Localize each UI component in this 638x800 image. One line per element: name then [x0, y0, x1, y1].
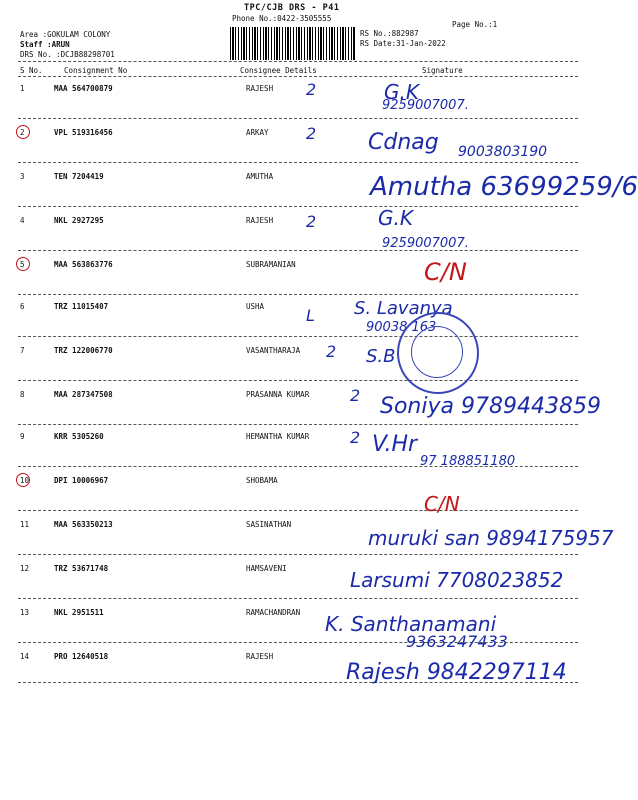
handwritten-phone: 9003803190 — [458, 144, 548, 160]
row-divider — [18, 380, 578, 381]
stamp-inner-ring — [411, 326, 463, 378]
handwritten-phone: 97 188851180 — [420, 454, 516, 469]
handwritten-phone: 9259007007. — [382, 236, 469, 251]
col-signature: Signature — [422, 66, 463, 75]
row-divider — [18, 424, 578, 425]
handwritten-mark: 2 — [306, 124, 317, 143]
consignment-number: MAA 563350213 — [54, 520, 113, 529]
consignment-number: TEN 7204419 — [54, 172, 104, 181]
handwritten-signature: K. Santhanamani — [325, 612, 497, 636]
consignee-name: PRASANNA KUMAR — [246, 390, 310, 399]
handwritten-signature: V.Hr — [372, 432, 418, 457]
serial-number: 8 — [20, 390, 25, 399]
circled-serial-mark — [16, 473, 30, 487]
rs-number: RS No.:882987 — [360, 29, 419, 38]
consignee-name: RAMACHANDRAN — [246, 608, 301, 617]
consignee-name: RAJESH — [246, 216, 274, 225]
serial-number: 9 — [20, 432, 25, 441]
consignee-name: RAJESH — [246, 652, 274, 661]
consignee-name: USHA — [246, 302, 265, 311]
serial-number: 4 — [20, 216, 25, 225]
handwritten-mark: 2 — [326, 342, 337, 361]
table-row — [0, 342, 600, 394]
serial-number: 11 — [20, 520, 30, 529]
drs-number: DRS No. :DCJB88298701 — [20, 50, 115, 59]
consignment-number: MAA 564700879 — [54, 84, 113, 93]
col-consignment: Consignment No — [64, 66, 128, 75]
consignment-number: TRZ 53671748 — [54, 564, 109, 573]
table-row — [0, 302, 600, 350]
handwritten-signature: S. Lavanya — [354, 298, 453, 319]
company-seal-stamp — [397, 312, 479, 394]
consignee-name: HEMANTHA KUMAR — [246, 432, 310, 441]
handwritten-signature: Amutha 63699259/6 — [370, 172, 638, 202]
serial-number: 1 — [20, 84, 25, 93]
handwritten-signature: Larsumi 7708023852 — [350, 568, 564, 592]
serial-number: 10 — [20, 476, 30, 485]
sheet-title: TPC/CJB DRS - P41 — [244, 3, 340, 13]
circled-serial-mark — [16, 257, 30, 271]
consignee-name: HAMSAVENI — [246, 564, 287, 573]
consignee-name: AMUTHA — [246, 172, 274, 181]
serial-number: 12 — [20, 564, 30, 573]
consignee-name: VASANTHARAJA — [246, 346, 301, 355]
circled-serial-mark — [16, 125, 30, 139]
handwritten-signature: G.K — [384, 80, 419, 104]
serial-number: 6 — [20, 302, 25, 311]
handwritten-mark: L — [306, 306, 315, 325]
table-row — [0, 608, 600, 656]
handwritten-phone: 9259007007. — [382, 98, 469, 113]
consignment-number: MAA 287347508 — [54, 390, 113, 399]
handwritten-mark: 2 — [306, 212, 317, 231]
handwritten-mark: 2 — [350, 386, 361, 405]
handwritten-phone: 9363247433 — [406, 632, 508, 651]
row-divider — [18, 118, 578, 119]
consignment-number: VPL 519316456 — [54, 128, 113, 137]
consignment-number: PRO 12640518 — [54, 652, 109, 661]
handwritten-mark: 2 — [306, 80, 317, 99]
serial-number: 3 — [20, 172, 25, 181]
handwritten-signature: Rajesh 9842297114 — [346, 660, 567, 685]
table-row — [0, 212, 600, 264]
phone-number: Phone No.:0422-3505555 — [232, 14, 332, 23]
handwritten-signature: G.K — [378, 206, 413, 230]
serial-number: 5 — [20, 260, 25, 269]
row-divider — [18, 510, 578, 511]
page-number: Page No.:1 — [452, 20, 498, 29]
handwritten-signature: C/N — [424, 492, 460, 516]
row-divider — [18, 598, 578, 599]
consignment-number: NKL 2927295 — [54, 216, 104, 225]
consignment-number: NKL 2951511 — [54, 608, 104, 617]
serial-number: 2 — [20, 128, 25, 137]
handwritten-signature: S.B — [366, 346, 396, 367]
table-row — [0, 80, 600, 132]
table-row — [0, 260, 600, 308]
handwritten-signature: C/N — [424, 258, 467, 286]
consignment-number: MAA 563863776 — [54, 260, 113, 269]
row-divider — [18, 206, 578, 207]
handwritten-phone: 90038 163 — [366, 320, 437, 335]
consignee-name: SHOBAMA — [246, 476, 278, 485]
handwritten-signature: muruki san 9894175957 — [368, 526, 614, 550]
table-row — [0, 476, 600, 524]
consignment-number: TRZ 11015407 — [54, 302, 109, 311]
barcode-image — [230, 27, 355, 60]
consignment-number: DPI 10006967 — [54, 476, 109, 485]
consignee-name: RAJESH — [246, 84, 274, 93]
header-divider — [18, 61, 578, 62]
serial-number: 7 — [20, 346, 25, 355]
consignment-number: KRR 5305260 — [54, 432, 104, 441]
serial-number: 14 — [20, 652, 30, 661]
row-divider — [18, 250, 578, 251]
row-divider — [18, 554, 578, 555]
row-divider — [18, 294, 578, 295]
consignment-number: TRZ 122006770 — [54, 346, 113, 355]
row-divider — [18, 336, 578, 337]
col-sno: S No. — [20, 66, 43, 75]
handwritten-signature: Soniya 9789443859 — [380, 394, 601, 419]
rs-date: RS Date:31-Jan-2022 — [360, 39, 446, 48]
staff-label: Staff :ARUN — [20, 40, 70, 49]
consignee-name: SASINATHAN — [246, 520, 292, 529]
row-divider — [18, 162, 578, 163]
col-consignee: Consignee Details — [240, 66, 317, 75]
area-label: Area :GOKULAM COLONY — [20, 30, 111, 39]
handwritten-signature: Cdnag — [368, 130, 439, 155]
column-header-divider — [18, 76, 578, 77]
consignee-name: SUBRAMANIAN — [246, 260, 296, 269]
consignee-name: ARKAY — [246, 128, 269, 137]
serial-number: 13 — [20, 608, 30, 617]
handwritten-mark: 2 — [350, 428, 361, 447]
